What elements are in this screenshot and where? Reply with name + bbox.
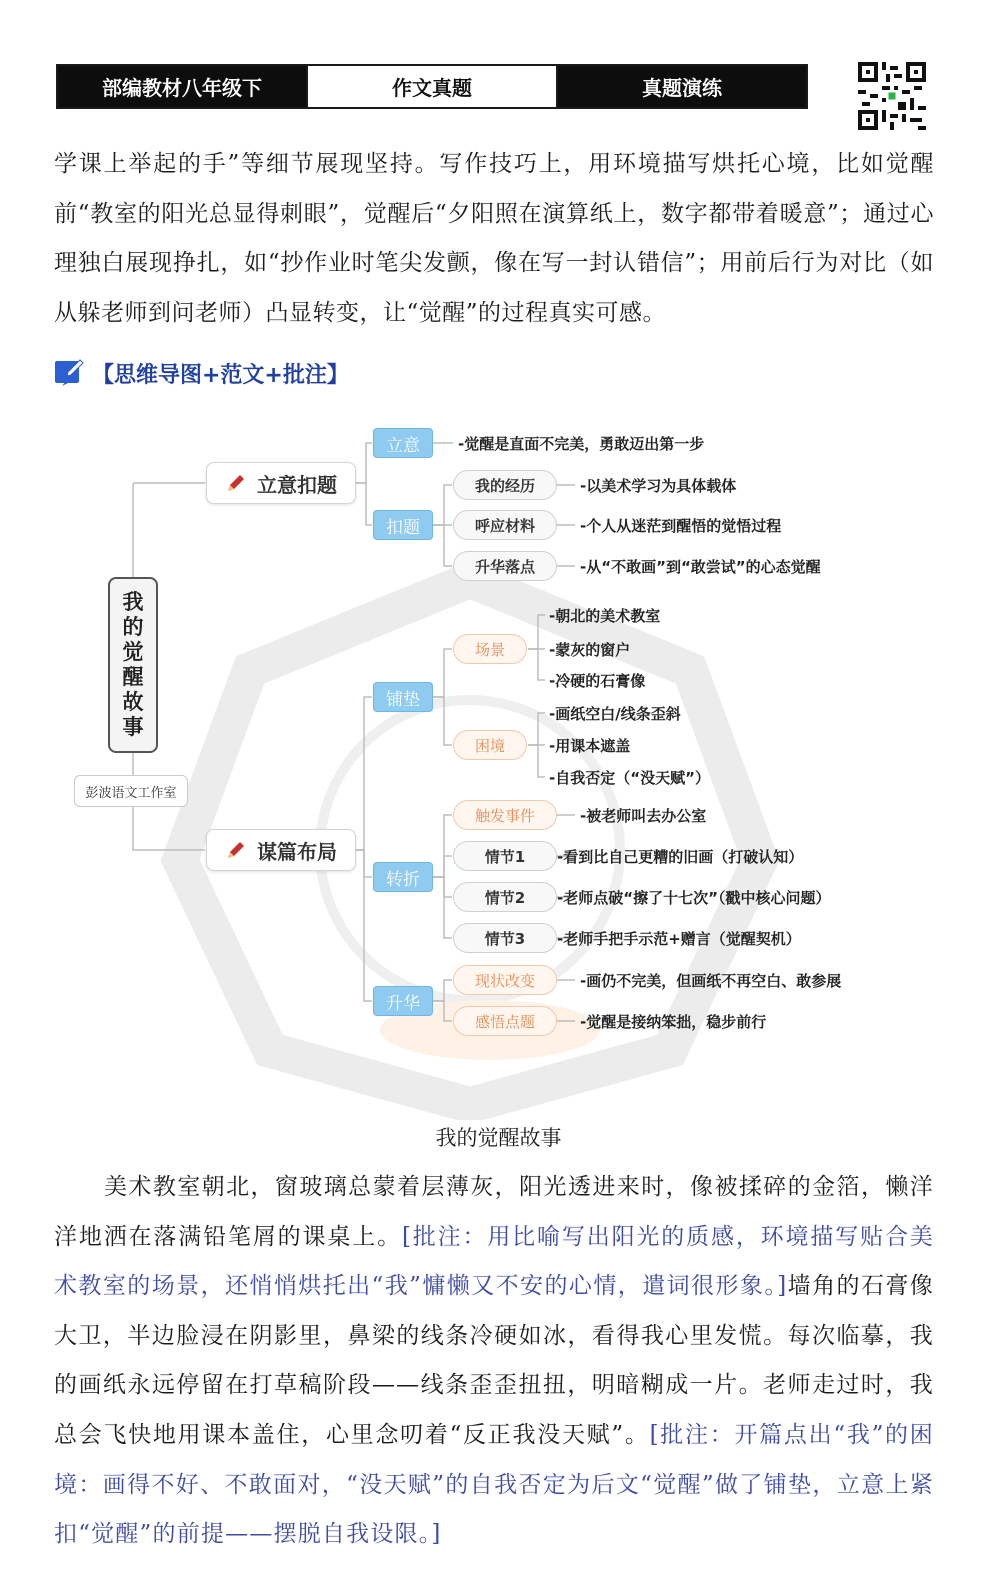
annotation: [批注：开篇点出“我”的困境：画得不好、不敢面对，“没天赋”的自我否定为后文“觉醒”做了铺垫，立意上紧扣“觉醒”的前提——摆脱自我设限。] <box>54 1421 934 1548</box>
annotation: [批注：用比喻写出阳光的质感，环境描写贴合美术教室的场景，还悄悄烘托出“我”慵懒又不安的心情，遣词很形象。] <box>54 1223 934 1300</box>
node-plight: 困境 <box>453 730 527 760</box>
leaf-my-experience: -以美术学习为具体载体 <box>580 477 737 495</box>
node-plot-1: 情节1 <box>453 841 557 871</box>
node-pudian: 铺垫 <box>373 682 433 712</box>
header-practice-label: 真题演练 <box>558 66 806 107</box>
header-category-label: 作文真题 <box>306 66 558 107</box>
node-insight: 感悟点题 <box>453 1006 557 1036</box>
qr-code-icon[interactable] <box>858 62 926 130</box>
node-shenghua: 升华 <box>373 986 433 1016</box>
header-bar <box>56 64 808 109</box>
essay-paragraph <box>54 1163 934 1560</box>
leaf-plight: -画纸空白/线条歪斜 <box>549 705 681 723</box>
root-char: 故 <box>122 690 144 714</box>
header-grade-label: 部编教材八年级下 <box>58 66 306 107</box>
node-plot-2: 情节2 <box>453 882 557 912</box>
leaf-trigger-event: -被老师叫去办公室 <box>580 807 707 825</box>
essay-text: 美术教室朝北，窗玻璃总蒙着层薄灰，阳光透进来时，像被揉碎的金箔，懒洋洋地洒在落满铅笔屑的课桌上。 <box>54 1174 934 1250</box>
node-zhuanzhe: 转折 <box>373 862 433 892</box>
leaf-echo-material: -个人从迷茫到醒悟的觉悟过程 <box>580 517 782 535</box>
edit-note-icon <box>54 358 84 388</box>
root-char: 事 <box>122 715 144 739</box>
leaf-insight: -觉醒是接纳笨拙，稳步前行 <box>580 1013 767 1031</box>
leaf-scene: -朝北的美术教室 <box>549 607 661 625</box>
leaf-plight: -用课本遮盖 <box>549 737 631 755</box>
pencil-icon <box>225 839 247 861</box>
leaf-plot-3: -老师手把手示范+赠言（觉醒契机） <box>557 930 801 948</box>
essay-text: 墙角的石膏像大卫，半边脸浸在阴影里，鼻梁的线条冷硬如冰，看得我心里发慌。每次临摹，我的画纸永远停留在打草稿阶段——线条歪歪扭扭，明暗糊成一片。老师走过时，我总会飞快地用课本盖住，心里念叨着“反正我没天赋”。 <box>54 1273 935 1448</box>
mind-map <box>60 405 940 1105</box>
root-char: 觉 <box>122 640 144 664</box>
node-kouti: 扣题 <box>373 510 433 540</box>
node-liyi: 立意 <box>373 428 433 458</box>
node-plot-3: 情节3 <box>453 923 557 953</box>
leaf-plight: -自我否定（“没天赋”） <box>549 769 710 787</box>
section-title: 【思维导图+范文+批注】 <box>92 362 349 388</box>
node-elevation: 升华落点 <box>453 551 557 581</box>
branch-liyi-kouti <box>206 462 356 504</box>
node-trigger-event: 触发事件 <box>453 800 557 830</box>
leaf-plot-1: -看到比自己更糟的旧画（打破认知） <box>557 848 804 866</box>
branch-label: 立意扣题 <box>257 472 337 497</box>
leaf-liyi: -觉醒是直面不完美，勇敢迈出第一步 <box>458 435 705 453</box>
essay-title: 我的觉醒故事 <box>435 1126 562 1150</box>
node-scene: 场景 <box>453 634 527 664</box>
leaf-plot-2: -老师点破“擦了十七次”（戳中核心问题） <box>557 889 831 907</box>
branch-layout <box>206 829 356 871</box>
node-status-change: 现状改变 <box>453 965 557 995</box>
root-char: 醒 <box>122 665 144 689</box>
leaf-status-change: -画仍不完美，但画纸不再空白、敢参展 <box>580 972 842 990</box>
mind-map-root <box>108 577 158 753</box>
leaf-elevation: -从“不敢画”到“敢尝试”的心态觉醒 <box>580 558 821 576</box>
intro-paragraph: 学课上举起的手”等细节展现坚持。写作技巧上，用环境描写烘托心境，比如觉醒前“教室的阳光总显得刺眼”，觉醒后“夕阳照在演算纸上，数字都带着暖意”；通过心理独白展现挣扎，如“抄作业时笔尖发颤，像在写一封认错信”；用前后行为对比（如从躲老师到问老师）凸显转变，让“觉醒”的过程真实可感。 <box>54 151 934 326</box>
root-char: 的 <box>122 615 144 639</box>
node-echo-material: 呼应材料 <box>453 510 557 540</box>
branch-label: 谋篇布局 <box>257 839 337 864</box>
root-char: 我 <box>122 590 144 614</box>
leaf-scene: -蒙灰的窗户 <box>549 641 631 659</box>
section-heading <box>54 355 349 391</box>
node-my-experience: 我的经历 <box>453 470 557 500</box>
leaf-scene: -冷硬的石膏像 <box>549 672 646 690</box>
studio-label: 彭波语文工作室 <box>74 775 188 807</box>
pencil-icon <box>225 472 247 494</box>
